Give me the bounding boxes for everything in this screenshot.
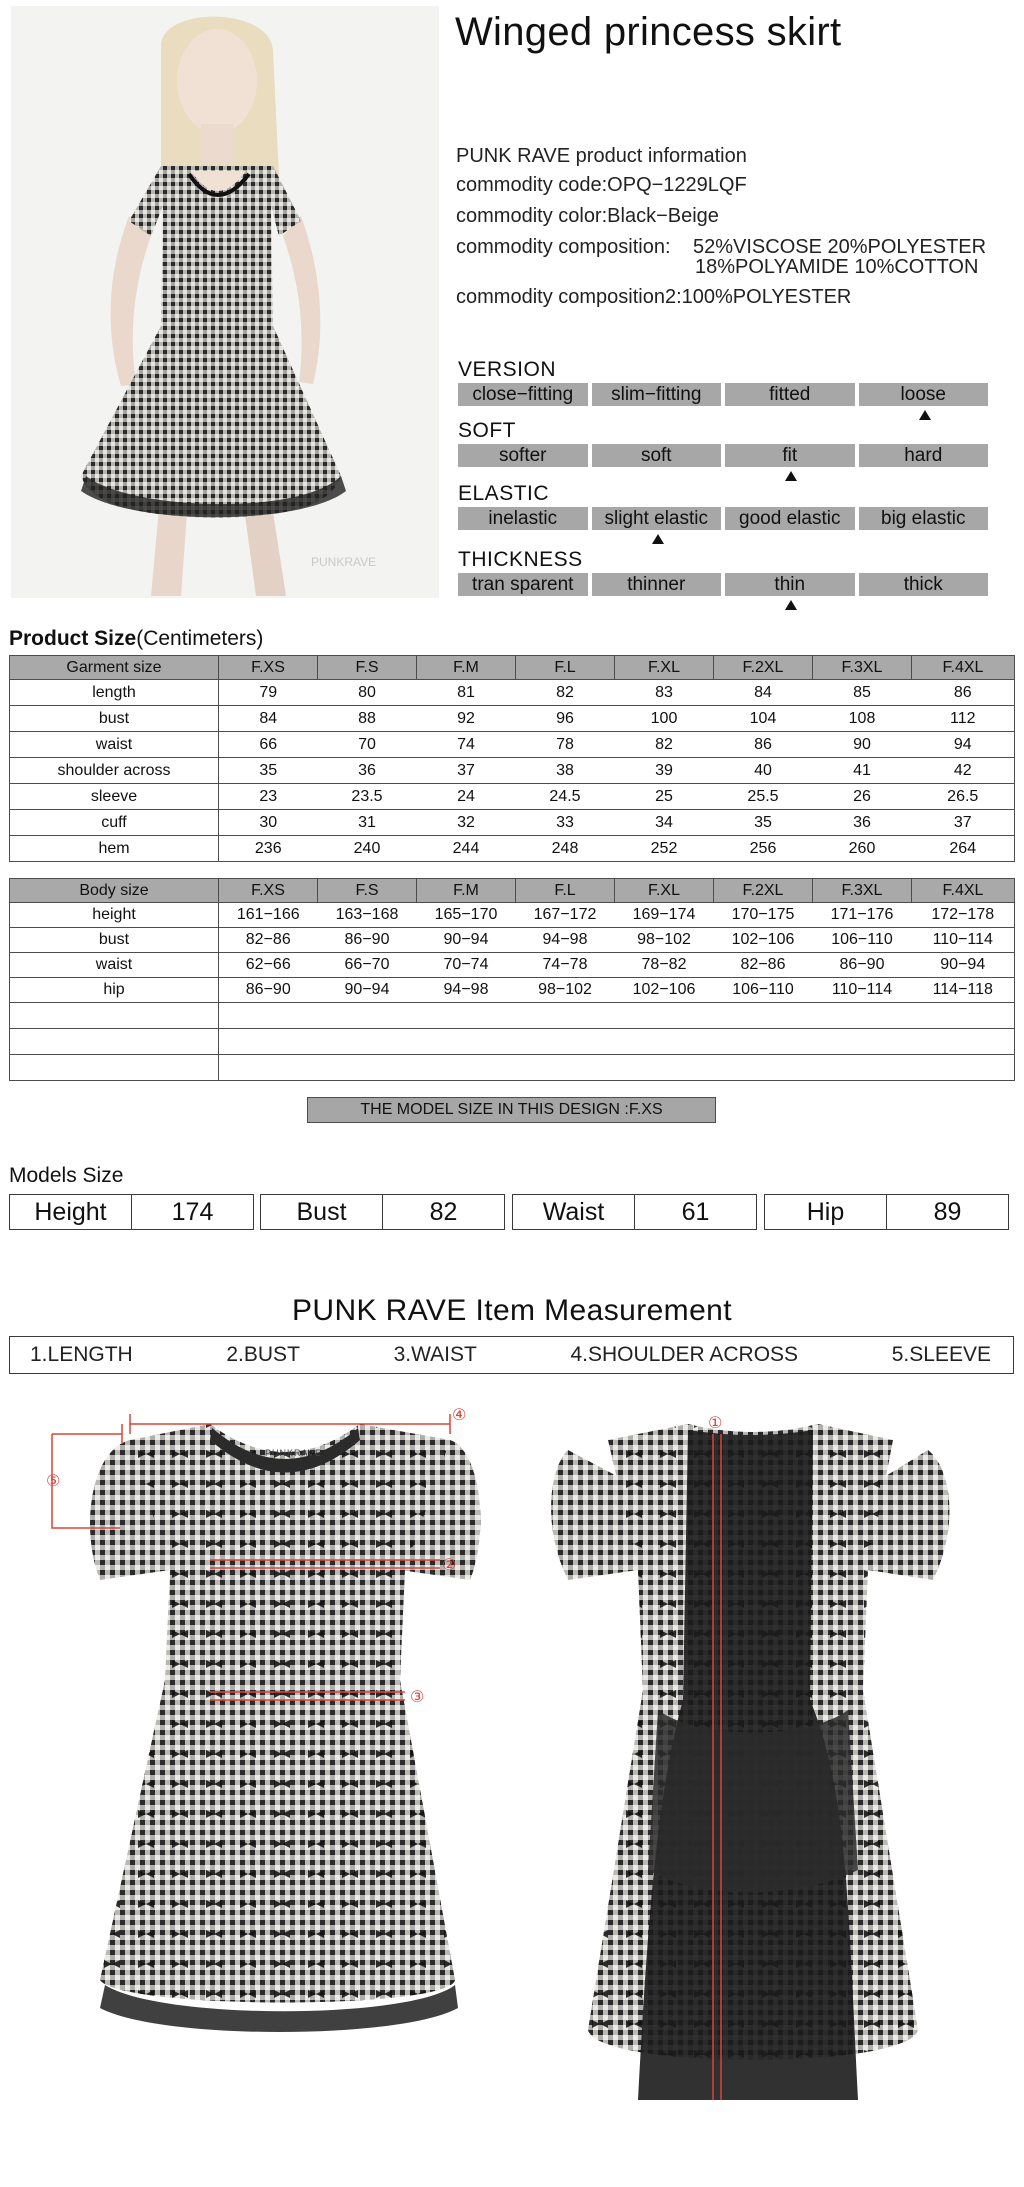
model-measure-bust: [260, 1194, 505, 1230]
scale-option: good elastic: [725, 507, 855, 530]
cell-value: 42: [912, 758, 1015, 784]
cell-value: 256: [714, 836, 813, 862]
empty-row: [10, 1003, 1015, 1029]
empty-cell: [219, 1029, 1015, 1055]
attr-scale-thickness: [458, 573, 988, 596]
cell-value: 79: [219, 680, 318, 706]
cell-value: 86−90: [219, 978, 318, 1003]
scale-option: inelastic: [458, 507, 588, 530]
column-header: F.S: [318, 656, 417, 680]
commodity-color-value: Black−Beige: [607, 205, 719, 227]
column-header: F.4XL: [912, 879, 1015, 903]
cell-value: 82: [615, 732, 714, 758]
empty-cell: [219, 1055, 1015, 1081]
attr-label-soft: SOFT: [458, 419, 516, 442]
cell-value: 90: [813, 732, 912, 758]
commodity-color-label: commodity color:: [456, 205, 608, 227]
attr-scale-version: [458, 383, 988, 406]
model-measure-value: 82: [382, 1195, 504, 1229]
column-header: F.L: [516, 879, 615, 903]
commodity-composition-line1: 52%VISCOSE 20%POLYESTER: [693, 236, 987, 258]
row-label: hem: [10, 836, 219, 862]
row-label: waist: [10, 732, 219, 758]
cell-value: 24: [417, 784, 516, 810]
commodity-code-value: OPQ−1229LQF: [607, 174, 747, 196]
selected-marker-icon: [785, 471, 797, 481]
model-photo: [11, 6, 439, 598]
scale-option: soft: [592, 444, 722, 467]
table-row: [10, 758, 1015, 784]
column-header: F.4XL: [912, 656, 1015, 680]
column-header: Garment size: [10, 656, 219, 680]
measurement-item: 2.BUST: [226, 1343, 300, 1366]
row-label: height: [10, 903, 219, 928]
column-header: F.XL: [615, 879, 714, 903]
scale-option: thinner: [592, 573, 722, 596]
cell-value: 104: [714, 706, 813, 732]
cell-value: 32: [417, 810, 516, 836]
commodity-code-label: commodity code:: [456, 174, 608, 196]
measurement-item: 5.SLEEVE: [891, 1343, 991, 1366]
cell-value: 92: [417, 706, 516, 732]
cell-value: 34: [615, 810, 714, 836]
product-size-title: [9, 627, 263, 651]
scale-option: thin: [725, 573, 855, 596]
column-header: F.L: [516, 656, 615, 680]
cell-value: 38: [516, 758, 615, 784]
cell-value: 66−70: [318, 953, 417, 978]
scale-option: fit: [725, 444, 855, 467]
table-row: [10, 784, 1015, 810]
model-photo-icon: [11, 6, 439, 598]
measurement-item: 1.LENGTH: [30, 1343, 133, 1366]
column-header: F.XS: [219, 879, 318, 903]
measurement-item: 3.WAIST: [393, 1343, 477, 1366]
product-size-title-bold: Product Size: [9, 627, 137, 650]
cell-value: 78−82: [615, 953, 714, 978]
model-measure-height: [9, 1194, 254, 1230]
scale-option: close−fitting: [458, 383, 588, 406]
empty-row: [10, 1055, 1015, 1081]
cell-value: 102−106: [714, 928, 813, 953]
body-size-table: [9, 878, 1015, 1081]
cell-value: 169−174: [615, 903, 714, 928]
cell-value: 26.5: [912, 784, 1015, 810]
cell-value: 30: [219, 810, 318, 836]
cell-value: 66: [219, 732, 318, 758]
product-size-title-unit: (Centimeters): [136, 627, 264, 650]
row-label: waist: [10, 953, 219, 978]
cell-value: 82−86: [219, 928, 318, 953]
model-size-note: THE MODEL SIZE IN THIS DESIGN :F.XS: [307, 1097, 716, 1123]
commodity-code: [456, 174, 747, 197]
cell-value: 37: [912, 810, 1015, 836]
cell-value: 37: [417, 758, 516, 784]
cell-value: 36: [318, 758, 417, 784]
cell-value: 114−118: [912, 978, 1015, 1003]
cell-value: 80: [318, 680, 417, 706]
row-label: cuff: [10, 810, 219, 836]
cell-value: 24.5: [516, 784, 615, 810]
cell-value: 70: [318, 732, 417, 758]
cell-value: 85: [813, 680, 912, 706]
models-size-title: Models Size: [9, 1164, 124, 1187]
commodity-composition-line2: 18%POLYAMIDE 10%COTTON: [695, 256, 979, 278]
table-row: [10, 810, 1015, 836]
cell-value: 90−94: [318, 978, 417, 1003]
cell-value: 98−102: [516, 978, 615, 1003]
cell-value: 98−102: [615, 928, 714, 953]
cell-value: 70−74: [417, 953, 516, 978]
scale-option: slight elastic: [592, 507, 722, 530]
cell-value: 161−166: [219, 903, 318, 928]
cell-value: 106−110: [813, 928, 912, 953]
column-header: Body size: [10, 879, 219, 903]
commodity-composition2-value: 100%POLYESTER: [681, 286, 852, 308]
cell-value: 170−175: [714, 903, 813, 928]
table-header-row: [10, 879, 1015, 903]
cell-value: 25: [615, 784, 714, 810]
cell-value: 36: [813, 810, 912, 836]
cell-value: 39: [615, 758, 714, 784]
model-measure-waist: [512, 1194, 757, 1230]
cell-value: 74−78: [516, 953, 615, 978]
measurement-legend: [9, 1336, 1014, 1374]
row-label: hip: [10, 978, 219, 1003]
svg-text:PUNKRAVE: PUNKRAVE: [311, 555, 377, 569]
cell-value: 86−90: [318, 928, 417, 953]
cell-value: 84: [714, 680, 813, 706]
scale-option: slim−fitting: [592, 383, 722, 406]
cell-value: 110−114: [912, 928, 1015, 953]
column-header: F.M: [417, 879, 516, 903]
commodity-composition-label: commodity composition:: [456, 236, 671, 258]
column-header: F.2XL: [714, 656, 813, 680]
bust-marker: ②: [442, 1557, 457, 1574]
table-header-row: [10, 656, 1015, 680]
cell-value: 248: [516, 836, 615, 862]
cell-value: 86−90: [813, 953, 912, 978]
commodity-composition2: [456, 286, 851, 309]
column-header: F.XS: [219, 656, 318, 680]
row-label: length: [10, 680, 219, 706]
column-header: F.3XL: [813, 656, 912, 680]
attr-label-thickness: THICKNESS: [458, 548, 583, 571]
cell-value: 100: [615, 706, 714, 732]
cell-value: 35: [714, 810, 813, 836]
measurement-item: 4.SHOULDER ACROSS: [570, 1343, 799, 1366]
cell-value: 31: [318, 810, 417, 836]
row-label: sleeve: [10, 784, 219, 810]
column-header: F.3XL: [813, 879, 912, 903]
cell-value: 90−94: [912, 953, 1015, 978]
model-measure-label: Hip: [806, 1198, 845, 1226]
model-measure-value: 174: [131, 1195, 253, 1229]
attr-label-version: VERSION: [458, 358, 557, 381]
cell-value: 163−168: [318, 903, 417, 928]
row-label: shoulder across: [10, 758, 219, 784]
cell-value: 172−178: [912, 903, 1015, 928]
cell-value: 23.5: [318, 784, 417, 810]
cell-value: 94−98: [417, 978, 516, 1003]
cell-value: 81: [417, 680, 516, 706]
cell-value: 106−110: [714, 978, 813, 1003]
table-row: [10, 706, 1015, 732]
selected-marker-icon: [919, 410, 931, 420]
model-measure-label: Bust: [296, 1198, 347, 1226]
attr-scale-soft: [458, 444, 988, 467]
cell-value: 41: [813, 758, 912, 784]
scale-option: hard: [859, 444, 989, 467]
cell-value: 260: [813, 836, 912, 862]
scale-option: tran sparent: [458, 573, 588, 596]
cell-value: 94−98: [516, 928, 615, 953]
table-row: [10, 928, 1015, 953]
scale-option: loose: [859, 383, 989, 406]
cell-value: 33: [516, 810, 615, 836]
garment-size-table: [9, 655, 1015, 862]
cell-value: 83: [615, 680, 714, 706]
cell-value: 86: [714, 732, 813, 758]
dress-back-diagram: [548, 1410, 968, 2110]
selected-marker-icon: [652, 534, 664, 544]
attr-scale-elastic: [458, 507, 988, 530]
cell-value: 86: [912, 680, 1015, 706]
cell-value: 110−114: [813, 978, 912, 1003]
cell-value: 74: [417, 732, 516, 758]
cell-value: 40: [714, 758, 813, 784]
cell-value: 96: [516, 706, 615, 732]
cell-value: 108: [813, 706, 912, 732]
cell-value: 252: [615, 836, 714, 862]
cell-value: 171−176: [813, 903, 912, 928]
commodity-composition2-label: commodity composition2:: [456, 286, 682, 308]
cell-value: 90−94: [417, 928, 516, 953]
table-row: [10, 903, 1015, 928]
sleeve-marker: ⑤: [46, 1473, 61, 1490]
cell-value: 240: [318, 836, 417, 862]
cell-value: 25.5: [714, 784, 813, 810]
row-label: bust: [10, 706, 219, 732]
cell-value: 82−86: [714, 953, 813, 978]
info-heading: PUNK RAVE product information: [456, 145, 747, 167]
waist-marker: ③: [410, 1689, 425, 1706]
attr-label-elastic: ELASTIC: [458, 482, 550, 505]
dress-front-diagram: [46, 1407, 500, 2110]
table-row: [10, 836, 1015, 862]
cell-value: 102−106: [615, 978, 714, 1003]
table-row: [10, 978, 1015, 1003]
empty-cell: [10, 1003, 219, 1029]
cell-value: 84: [219, 706, 318, 732]
table-row: [10, 680, 1015, 706]
row-label: bust: [10, 928, 219, 953]
selected-marker-icon: [785, 600, 797, 610]
model-measure-value: 61: [634, 1195, 756, 1229]
column-header: F.2XL: [714, 879, 813, 903]
model-measure-label: Waist: [542, 1198, 605, 1226]
column-header: F.M: [417, 656, 516, 680]
scale-option: big elastic: [859, 507, 989, 530]
cell-value: 26: [813, 784, 912, 810]
column-header: F.XL: [615, 656, 714, 680]
cell-value: 165−170: [417, 903, 516, 928]
cell-value: 167−172: [516, 903, 615, 928]
cell-value: 88: [318, 706, 417, 732]
column-header: F.S: [318, 879, 417, 903]
shoulder-marker: ④: [452, 1407, 467, 1424]
cell-value: 236: [219, 836, 318, 862]
empty-cell: [10, 1029, 219, 1055]
table-row: [10, 732, 1015, 758]
cell-value: 82: [516, 680, 615, 706]
cell-value: 78: [516, 732, 615, 758]
model-measure-value: 89: [886, 1195, 1008, 1229]
empty-cell: [10, 1055, 219, 1081]
cell-value: 264: [912, 836, 1015, 862]
model-measure-hip: [764, 1194, 1009, 1230]
cell-value: 35: [219, 758, 318, 784]
cell-value: 23: [219, 784, 318, 810]
cell-value: 94: [912, 732, 1015, 758]
empty-row: [10, 1029, 1015, 1055]
table-row: [10, 953, 1015, 978]
scale-option: fitted: [725, 383, 855, 406]
model-measure-label: Height: [34, 1198, 107, 1226]
scale-option: softer: [458, 444, 588, 467]
cell-value: 112: [912, 706, 1015, 732]
product-title: Winged princess skirt: [455, 10, 842, 54]
commodity-color: [456, 205, 719, 228]
length-marker: ①: [708, 1415, 723, 1432]
scale-option: thick: [859, 573, 989, 596]
cell-value: 62−66: [219, 953, 318, 978]
measurement-title: PUNK RAVE Item Measurement: [292, 1294, 732, 1327]
svg-text:PUNKRAVE: PUNKRAVE: [265, 1448, 322, 1458]
cell-value: 244: [417, 836, 516, 862]
empty-cell: [219, 1003, 1015, 1029]
